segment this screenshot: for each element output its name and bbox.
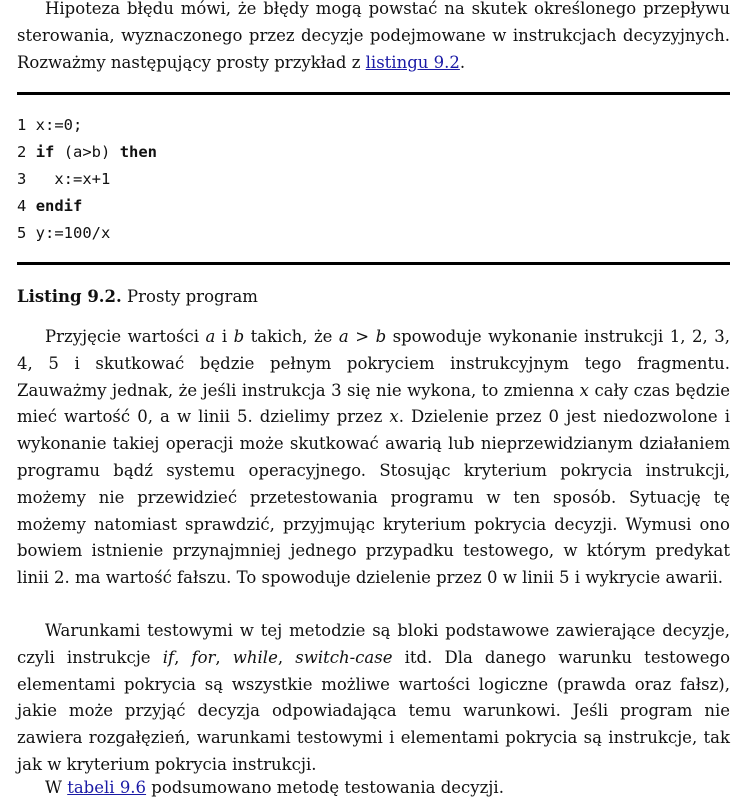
- intro-text: Hipoteza błędu mówi, że błędy mogą powstać na skutek określonego przepływu sterowania, wyznaczonego przez decyzje podejmowane w instrukcjach decyzyjnych. Rozważmy następujący prosty przykład z: [17, 0, 730, 72]
- p2-text: ,: [277, 647, 296, 667]
- caption-text: Prosty program: [121, 287, 258, 306]
- body-paragraph-2: [17, 618, 730, 779]
- listing-link[interactable]: listingu 9.2: [365, 52, 460, 72]
- listing-caption: [17, 284, 258, 310]
- p2-text: itd. Dla danego warunku testowego elementami pokrycia są wszystkie możliwe wartości logiczne (prawda oraz fałsz), jakie może przyjąć decyzja odpowiadająca temu warunkowi. Jeśli program nie zawiera rozgałęzień, warunkami testowymi i elementami pokrycia są instrukcje, tak jak w kryterium pokrycia instrukcji.: [17, 647, 730, 774]
- keyword-if-italic: if: [162, 647, 175, 667]
- line-number: 1: [17, 116, 27, 134]
- p1-text: >: [348, 327, 376, 346]
- var-x: x: [389, 407, 399, 427]
- var-a: a: [205, 327, 216, 346]
- var-b: b: [233, 327, 245, 346]
- p1-text: cały czas będzie mieć wartość 0, a w linii 5. dzielimy przez: [17, 380, 730, 427]
- code-text: [26, 143, 35, 161]
- p2-text: Warunkami testowymi w tej metodzie są bloki podstawowe zawierające decyzje, czyli instrukcje: [17, 621, 730, 667]
- code-text: [26, 197, 35, 215]
- var-a: a: [338, 327, 349, 346]
- keyword-switch-case-italic: switch-case: [295, 647, 393, 667]
- line-number: 5: [17, 224, 27, 242]
- keyword-then: then: [119, 143, 158, 161]
- var-x: x: [579, 380, 589, 400]
- table-link[interactable]: tabeli 9.6: [67, 778, 147, 797]
- keyword-while-italic: while: [232, 647, 278, 667]
- code-line-2: [17, 139, 730, 166]
- code-text: (a>b): [54, 143, 120, 161]
- p1-text: spowoduje wykonanie instrukcji 1, 2, 3, 4, 5 i skutkować będzie pełnym pokryciem instrukcyjnym tego fragmentu. Zauważmy jednak, że jeśli instrukcja 3 się nie wykona, to zmienna: [17, 327, 730, 400]
- code-text: y:=100/x: [26, 224, 111, 242]
- line-number: 4: [17, 197, 27, 215]
- keyword-endif: endif: [35, 197, 83, 215]
- code-text: x:=x+1: [26, 170, 111, 188]
- bottom-rule: [17, 262, 730, 265]
- code-line-3: [17, 166, 730, 193]
- body-paragraph-3: [17, 775, 730, 802]
- top-rule: [17, 92, 730, 95]
- keyword-if: if: [35, 143, 55, 161]
- p1-text: Przyjęcie wartości: [45, 327, 206, 346]
- code-listing: [17, 112, 730, 247]
- p1-text: takich, że: [244, 327, 339, 346]
- intro-after: .: [459, 52, 466, 72]
- var-b: b: [375, 327, 387, 346]
- caption-label: Listing 9.2.: [17, 287, 122, 306]
- line-number: 3: [17, 170, 27, 188]
- p1-text: . Dzielenie przez 0 jest niedozwolone i wykonanie takiej operacji może skutkować awarią lub nieprzewidzianym działaniem programu bądź systemu operacyjnego. Stosując kryterium pokrycia instrukcji, możemy nie przewidzieć przetestowania programu w ten sposób. Sytuację tę możemy natomiast sprawdzić, przyjmując kryterium pokrycia decyzji. Wymusi ono bowiem istnienie przynajmniej jednego przypadku testowego, w którym predykat linii 2. ma wartość fałszu. To spowoduje dzielenie przez 0 w linii 5 i wykrycie awarii.: [17, 407, 731, 588]
- p2-text: ,: [174, 647, 192, 667]
- p2-text: ,: [215, 647, 233, 667]
- line-number: 2: [17, 143, 27, 161]
- code-line-1: [17, 112, 730, 139]
- intro-paragraph: [17, 0, 730, 76]
- p3-text: W: [45, 778, 68, 797]
- p3-text: podsumowano metodę testowania decyzji.: [146, 778, 504, 797]
- code-line-5: [17, 220, 730, 247]
- p1-text: i: [215, 327, 234, 346]
- keyword-for-italic: for: [191, 647, 216, 667]
- body-paragraph-1: [17, 324, 730, 592]
- code-line-4: [17, 193, 730, 220]
- code-text: x:=0;: [26, 116, 83, 134]
